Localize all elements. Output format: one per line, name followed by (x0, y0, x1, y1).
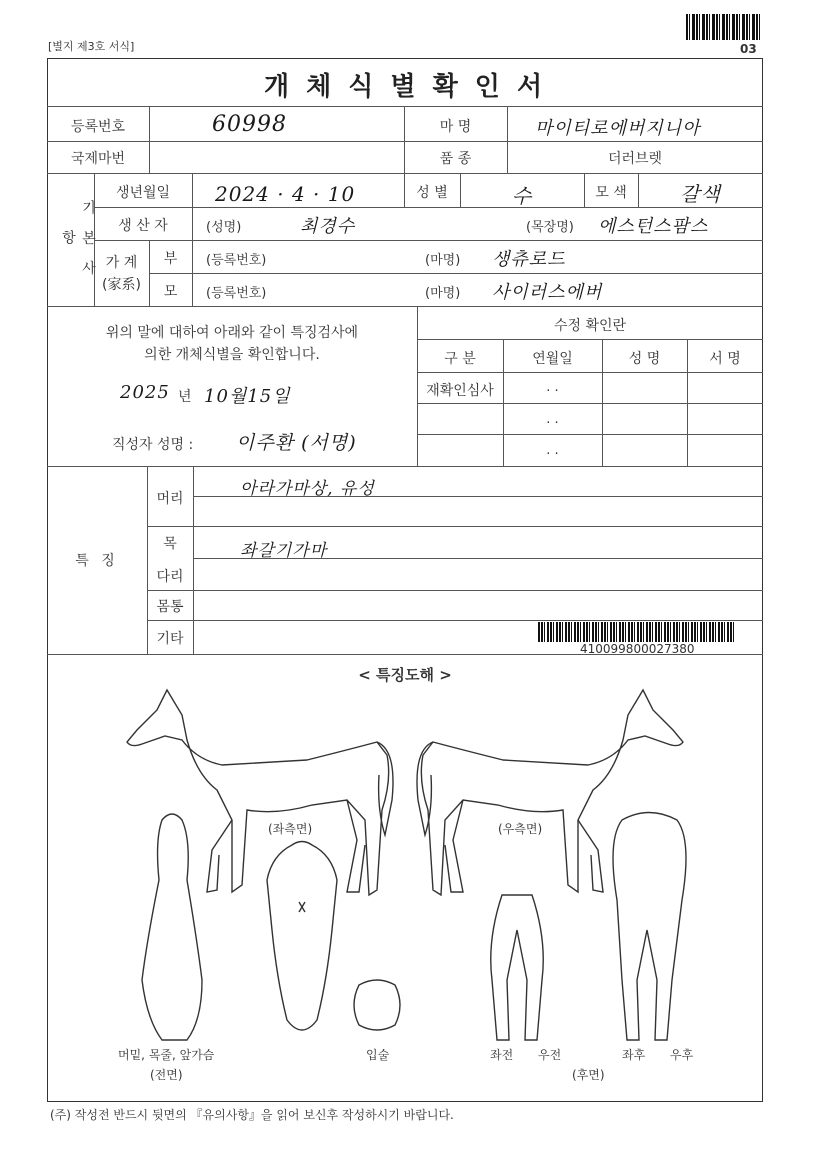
neck-label: 목 (163, 536, 177, 552)
writer-value: 이주환 (서명) (236, 432, 357, 454)
sex-value: 수 (511, 184, 533, 208)
date-dots-3: . . (546, 443, 559, 458)
col-sign: 서 명 (709, 351, 741, 367)
footnote: (주) 작성전 반드시 뒷면의 『유의사항』을 읽어 보신후 작성하시기 바랍니다. (50, 1108, 454, 1122)
head-value: 아라가마상, 유성 (240, 479, 375, 499)
left-side-horse (127, 690, 393, 895)
dam-label: 모 (163, 284, 178, 300)
horse-name-value: 마이티로에버지니아 (535, 118, 701, 139)
front-right-caption: 우전 (538, 1048, 562, 1062)
head-front-view (267, 842, 337, 1031)
reg-number-value: 60998 (212, 112, 287, 137)
farm-name-tag: (목장명) (526, 220, 574, 235)
legs-label: 다리 (156, 569, 184, 585)
rear-left-caption: 좌후 (622, 1048, 646, 1062)
writer-label: 직성자 성명 : (112, 437, 194, 453)
top-barcode (686, 14, 762, 40)
confirm-date-year-unit: 년 (178, 389, 192, 405)
col-type: 구 분 (444, 351, 476, 367)
birth-date-value: 2024 · 4 · 10 (215, 182, 356, 206)
confirm-date-year: 2025 (120, 382, 170, 403)
color-label: 모 색 (595, 185, 627, 201)
basic-section-label: 기 본 사 항 (60, 199, 96, 281)
rear-right-caption: 우후 (670, 1048, 694, 1062)
page-title: 개 체 식 별 확 인 서 (263, 72, 547, 102)
right-side-horse (417, 690, 683, 895)
col-date: 연월일 (532, 351, 573, 367)
birth-date-label: 생년월일 (115, 185, 171, 201)
rear-view (613, 813, 686, 1041)
reg-number-label: 등록번호 (70, 119, 126, 135)
muzzle-view (354, 980, 400, 1030)
horse-diagram (47, 680, 763, 1090)
front-caption: 머밑, 목줄, 앞가슴 (118, 1048, 215, 1062)
sex-label: 성 별 (416, 185, 448, 201)
statement-line-2: 의한 개체식별을 확인합니다. (144, 347, 320, 363)
color-value: 갈색 (680, 182, 721, 206)
front-legs-view (491, 895, 544, 1040)
recheck-label: 재확인심사 (426, 383, 494, 399)
sticker-barcode (538, 622, 734, 642)
dam-name-value: 사이러스에버 (492, 282, 603, 303)
front-caption-2: (전면) (150, 1068, 183, 1082)
sire-name-tag: (마명) (425, 253, 461, 268)
breed-value: 더러브렛 (607, 151, 663, 167)
farm-name-value: 에스턴스팜스 (598, 216, 709, 237)
horse-name-label: 마 명 (439, 119, 472, 135)
amend-title: 수정 확인란 (553, 318, 627, 334)
date-dots-2: . . (546, 412, 559, 427)
front-left-caption: 좌전 (490, 1048, 514, 1062)
top-barcode-number: 03 (740, 42, 757, 56)
intl-number-label: 국제마번 (70, 151, 126, 167)
features-section-label: 특 징 (75, 553, 119, 569)
statement-line-1: 위의 말에 대하여 아래와 같이 특징검사에 (105, 325, 359, 341)
col-name: 성 명 (628, 351, 661, 367)
breed-label: 품 종 (439, 151, 472, 167)
neck-value: 좌갈기가마 (240, 541, 328, 561)
left-side-caption: (좌측면) (268, 822, 313, 836)
sire-name-value: 생츄로드 (492, 249, 566, 270)
dam-name-tag: (마명) (425, 286, 461, 301)
rear-caption: (후면) (572, 1068, 605, 1082)
dam-reg-tag: (등록번호) (206, 286, 267, 301)
confirm-date-rest: 10월15일 (204, 386, 291, 407)
producer-name-tag: (성명) (206, 220, 242, 235)
date-dots-1: . . (546, 380, 559, 395)
producer-name-value: 최경수 (300, 216, 356, 237)
muzzle-caption: 입술 (366, 1048, 390, 1062)
lineage-hanja: (家系) (102, 277, 141, 293)
etc-label: 기타 (156, 631, 184, 647)
lineage-label: 가 계 (105, 255, 138, 271)
right-side-caption: (우측면) (498, 822, 543, 836)
diagram-title: < 특징도해 > (358, 666, 452, 684)
producer-label: 생 산 자 (118, 218, 168, 234)
sire-label: 부 (163, 251, 178, 267)
front-neck-view (142, 814, 202, 1040)
sire-reg-tag: (등록번호) (206, 253, 267, 268)
head-label: 머리 (156, 491, 184, 507)
form-label: [별지 제3호 서식] (48, 40, 135, 53)
body-label: 몸통 (156, 599, 184, 615)
sticker-barcode-number: 410099800027380 (580, 642, 695, 656)
